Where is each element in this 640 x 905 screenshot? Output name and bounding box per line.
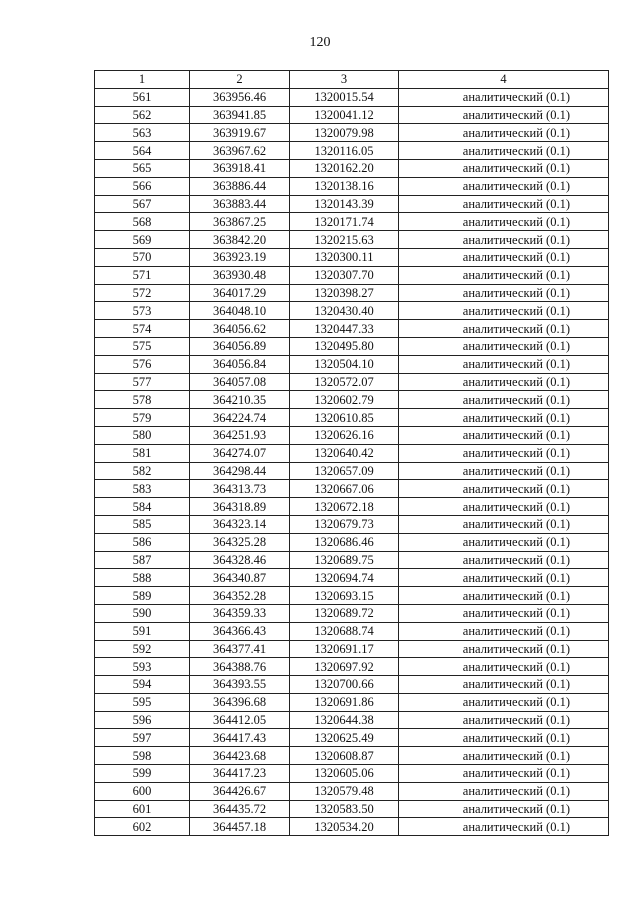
header-col-4: 4	[399, 71, 609, 89]
row-number-cell: 562	[95, 106, 190, 124]
table-row	[95, 765, 609, 783]
y-coordinate-cell: 1320640.42	[290, 444, 399, 462]
x-coordinate-cell: 364298.44	[190, 462, 290, 480]
row-number-cell: 600	[95, 782, 190, 800]
table-row	[95, 640, 609, 658]
x-coordinate-cell: 363918.41	[190, 159, 290, 177]
x-coordinate-cell: 363941.85	[190, 106, 290, 124]
row-number-cell: 581	[95, 444, 190, 462]
table-row	[95, 676, 609, 694]
y-coordinate-cell: 1320138.16	[290, 177, 399, 195]
table-row	[95, 800, 609, 818]
row-number-cell: 586	[95, 533, 190, 551]
table-row	[95, 569, 609, 587]
table-row	[95, 444, 609, 462]
row-number-cell: 585	[95, 515, 190, 533]
method-cell: аналитический (0.1)	[399, 604, 609, 622]
x-coordinate-cell: 364056.62	[190, 320, 290, 338]
x-coordinate-cell: 364417.23	[190, 765, 290, 783]
x-coordinate-cell: 363842.20	[190, 231, 290, 249]
method-cell: аналитический (0.1)	[399, 551, 609, 569]
table-row	[95, 818, 609, 836]
method-cell: аналитический (0.1)	[399, 800, 609, 818]
row-number-cell: 575	[95, 337, 190, 355]
table-row	[95, 622, 609, 640]
row-number-cell: 568	[95, 213, 190, 231]
method-cell: аналитический (0.1)	[399, 676, 609, 694]
method-cell: аналитический (0.1)	[399, 711, 609, 729]
page-number: 120	[309, 35, 331, 50]
table-row	[95, 124, 609, 142]
coordinates-table	[94, 70, 609, 836]
row-number-cell: 593	[95, 658, 190, 676]
table-row	[95, 355, 609, 373]
table-row	[95, 747, 609, 765]
x-coordinate-cell: 364056.89	[190, 337, 290, 355]
table-row	[95, 284, 609, 302]
y-coordinate-cell: 1320504.10	[290, 355, 399, 373]
table-row	[95, 195, 609, 213]
method-cell: аналитический (0.1)	[399, 106, 609, 124]
row-number-cell: 602	[95, 818, 190, 836]
x-coordinate-cell: 364423.68	[190, 747, 290, 765]
method-cell: аналитический (0.1)	[399, 818, 609, 836]
row-number-cell: 592	[95, 640, 190, 658]
x-coordinate-cell: 364377.41	[190, 640, 290, 658]
row-number-cell: 577	[95, 373, 190, 391]
x-coordinate-cell: 364435.72	[190, 800, 290, 818]
y-coordinate-cell: 1320602.79	[290, 391, 399, 409]
table-row	[95, 248, 609, 266]
row-number-cell: 598	[95, 747, 190, 765]
x-coordinate-cell: 364274.07	[190, 444, 290, 462]
x-coordinate-cell: 364251.93	[190, 426, 290, 444]
method-cell: аналитический (0.1)	[399, 284, 609, 302]
table-body	[95, 88, 609, 835]
method-cell: аналитический (0.1)	[399, 533, 609, 551]
row-number-cell: 572	[95, 284, 190, 302]
x-coordinate-cell: 363956.46	[190, 88, 290, 106]
method-cell: аналитический (0.1)	[399, 159, 609, 177]
method-cell: аналитический (0.1)	[399, 729, 609, 747]
x-coordinate-cell: 364352.28	[190, 587, 290, 605]
y-coordinate-cell: 1320689.75	[290, 551, 399, 569]
y-coordinate-cell: 1320691.17	[290, 640, 399, 658]
row-number-cell: 571	[95, 266, 190, 284]
y-coordinate-cell: 1320626.16	[290, 426, 399, 444]
y-coordinate-cell: 1320171.74	[290, 213, 399, 231]
table-row	[95, 337, 609, 355]
method-cell: аналитический (0.1)	[399, 498, 609, 516]
method-cell: аналитический (0.1)	[399, 747, 609, 765]
x-coordinate-cell: 364048.10	[190, 302, 290, 320]
y-coordinate-cell: 1320657.09	[290, 462, 399, 480]
row-number-cell: 574	[95, 320, 190, 338]
y-coordinate-cell: 1320583.50	[290, 800, 399, 818]
method-cell: аналитический (0.1)	[399, 658, 609, 676]
y-coordinate-cell: 1320300.11	[290, 248, 399, 266]
x-coordinate-cell: 363886.44	[190, 177, 290, 195]
row-number-cell: 582	[95, 462, 190, 480]
y-coordinate-cell: 1320041.12	[290, 106, 399, 124]
y-coordinate-cell: 1320689.72	[290, 604, 399, 622]
table-row	[95, 213, 609, 231]
row-number-cell: 588	[95, 569, 190, 587]
y-coordinate-cell: 1320700.66	[290, 676, 399, 694]
row-number-cell: 564	[95, 142, 190, 160]
method-cell: аналитический (0.1)	[399, 587, 609, 605]
x-coordinate-cell: 363919.67	[190, 124, 290, 142]
y-coordinate-cell: 1320430.40	[290, 302, 399, 320]
x-coordinate-cell: 364340.87	[190, 569, 290, 587]
row-number-cell: 573	[95, 302, 190, 320]
table-row	[95, 159, 609, 177]
x-coordinate-cell: 364313.73	[190, 480, 290, 498]
table-row	[95, 320, 609, 338]
row-number-cell: 601	[95, 800, 190, 818]
x-coordinate-cell: 363883.44	[190, 195, 290, 213]
y-coordinate-cell: 1320572.07	[290, 373, 399, 391]
row-number-cell: 594	[95, 676, 190, 694]
row-number-cell: 569	[95, 231, 190, 249]
row-number-cell: 583	[95, 480, 190, 498]
x-coordinate-cell: 364325.28	[190, 533, 290, 551]
x-coordinate-cell: 364057.08	[190, 373, 290, 391]
row-number-cell: 595	[95, 693, 190, 711]
row-number-cell: 565	[95, 159, 190, 177]
x-coordinate-cell: 363867.25	[190, 213, 290, 231]
table-row	[95, 498, 609, 516]
y-coordinate-cell: 1320215.63	[290, 231, 399, 249]
x-coordinate-cell: 364359.33	[190, 604, 290, 622]
header-col-1: 1	[95, 71, 190, 89]
table-row	[95, 426, 609, 444]
row-number-cell: 597	[95, 729, 190, 747]
y-coordinate-cell: 1320143.39	[290, 195, 399, 213]
x-coordinate-cell: 364323.14	[190, 515, 290, 533]
y-coordinate-cell: 1320694.74	[290, 569, 399, 587]
method-cell: аналитический (0.1)	[399, 231, 609, 249]
row-number-cell: 580	[95, 426, 190, 444]
method-cell: аналитический (0.1)	[399, 88, 609, 106]
y-coordinate-cell: 1320608.87	[290, 747, 399, 765]
table-row	[95, 587, 609, 605]
method-cell: аналитический (0.1)	[399, 177, 609, 195]
table-row	[95, 177, 609, 195]
row-number-cell: 591	[95, 622, 190, 640]
method-cell: аналитический (0.1)	[399, 373, 609, 391]
table-row	[95, 409, 609, 427]
method-cell: аналитический (0.1)	[399, 515, 609, 533]
y-coordinate-cell: 1320686.46	[290, 533, 399, 551]
x-coordinate-cell: 364396.68	[190, 693, 290, 711]
method-cell: аналитический (0.1)	[399, 195, 609, 213]
y-coordinate-cell: 1320610.85	[290, 409, 399, 427]
row-number-cell: 599	[95, 765, 190, 783]
method-cell: аналитический (0.1)	[399, 409, 609, 427]
row-number-cell: 587	[95, 551, 190, 569]
x-coordinate-cell: 363930.48	[190, 266, 290, 284]
row-number-cell: 576	[95, 355, 190, 373]
method-cell: аналитический (0.1)	[399, 782, 609, 800]
table-row	[95, 693, 609, 711]
y-coordinate-cell: 1320691.86	[290, 693, 399, 711]
y-coordinate-cell: 1320605.06	[290, 765, 399, 783]
x-coordinate-cell: 364210.35	[190, 391, 290, 409]
table-row	[95, 480, 609, 498]
x-coordinate-cell: 364393.55	[190, 676, 290, 694]
method-cell: аналитический (0.1)	[399, 569, 609, 587]
y-coordinate-cell: 1320495.80	[290, 337, 399, 355]
row-number-cell: 590	[95, 604, 190, 622]
x-coordinate-cell: 364318.89	[190, 498, 290, 516]
row-number-cell: 579	[95, 409, 190, 427]
method-cell: аналитический (0.1)	[399, 213, 609, 231]
method-cell: аналитический (0.1)	[399, 426, 609, 444]
table-row	[95, 533, 609, 551]
table-row	[95, 231, 609, 249]
table-row	[95, 266, 609, 284]
y-coordinate-cell: 1320697.92	[290, 658, 399, 676]
row-number-cell: 563	[95, 124, 190, 142]
method-cell: аналитический (0.1)	[399, 391, 609, 409]
table-row	[95, 462, 609, 480]
method-cell: аналитический (0.1)	[399, 337, 609, 355]
method-cell: аналитический (0.1)	[399, 124, 609, 142]
header-row	[95, 71, 609, 89]
y-coordinate-cell: 1320015.54	[290, 88, 399, 106]
method-cell: аналитический (0.1)	[399, 355, 609, 373]
method-cell: аналитический (0.1)	[399, 320, 609, 338]
table-row	[95, 391, 609, 409]
method-cell: аналитический (0.1)	[399, 444, 609, 462]
x-coordinate-cell: 364412.05	[190, 711, 290, 729]
row-number-cell: 566	[95, 177, 190, 195]
method-cell: аналитический (0.1)	[399, 640, 609, 658]
table-row	[95, 658, 609, 676]
x-coordinate-cell: 364328.46	[190, 551, 290, 569]
method-cell: аналитический (0.1)	[399, 266, 609, 284]
x-coordinate-cell: 364017.29	[190, 284, 290, 302]
header-col-3: 3	[290, 71, 399, 89]
method-cell: аналитический (0.1)	[399, 302, 609, 320]
table-row	[95, 604, 609, 622]
x-coordinate-cell: 364457.18	[190, 818, 290, 836]
table-row	[95, 106, 609, 124]
x-coordinate-cell: 364388.76	[190, 658, 290, 676]
y-coordinate-cell: 1320667.06	[290, 480, 399, 498]
table-row	[95, 88, 609, 106]
y-coordinate-cell: 1320625.49	[290, 729, 399, 747]
y-coordinate-cell: 1320116.05	[290, 142, 399, 160]
method-cell: аналитический (0.1)	[399, 142, 609, 160]
table-row	[95, 782, 609, 800]
header-col-2: 2	[190, 71, 290, 89]
y-coordinate-cell: 1320447.33	[290, 320, 399, 338]
x-coordinate-cell: 364417.43	[190, 729, 290, 747]
x-coordinate-cell: 363967.62	[190, 142, 290, 160]
y-coordinate-cell: 1320693.15	[290, 587, 399, 605]
method-cell: аналитический (0.1)	[399, 462, 609, 480]
y-coordinate-cell: 1320162.20	[290, 159, 399, 177]
x-coordinate-cell: 363923.19	[190, 248, 290, 266]
row-number-cell: 570	[95, 248, 190, 266]
row-number-cell: 589	[95, 587, 190, 605]
y-coordinate-cell: 1320534.20	[290, 818, 399, 836]
method-cell: аналитический (0.1)	[399, 248, 609, 266]
row-number-cell: 578	[95, 391, 190, 409]
row-number-cell: 584	[95, 498, 190, 516]
method-cell: аналитический (0.1)	[399, 765, 609, 783]
x-coordinate-cell: 364426.67	[190, 782, 290, 800]
x-coordinate-cell: 364056.84	[190, 355, 290, 373]
table-row	[95, 302, 609, 320]
y-coordinate-cell: 1320398.27	[290, 284, 399, 302]
table-row	[95, 551, 609, 569]
y-coordinate-cell: 1320644.38	[290, 711, 399, 729]
row-number-cell: 596	[95, 711, 190, 729]
method-cell: аналитический (0.1)	[399, 480, 609, 498]
row-number-cell: 567	[95, 195, 190, 213]
table-header	[95, 71, 609, 89]
table-row	[95, 711, 609, 729]
x-coordinate-cell: 364224.74	[190, 409, 290, 427]
x-coordinate-cell: 364366.43	[190, 622, 290, 640]
y-coordinate-cell: 1320688.74	[290, 622, 399, 640]
table-row	[95, 373, 609, 391]
table-row	[95, 142, 609, 160]
y-coordinate-cell: 1320579.48	[290, 782, 399, 800]
row-number-cell: 561	[95, 88, 190, 106]
y-coordinate-cell: 1320307.70	[290, 266, 399, 284]
method-cell: аналитический (0.1)	[399, 693, 609, 711]
table-row	[95, 515, 609, 533]
table-row	[95, 729, 609, 747]
y-coordinate-cell: 1320079.98	[290, 124, 399, 142]
y-coordinate-cell: 1320672.18	[290, 498, 399, 516]
y-coordinate-cell: 1320679.73	[290, 515, 399, 533]
method-cell: аналитический (0.1)	[399, 622, 609, 640]
